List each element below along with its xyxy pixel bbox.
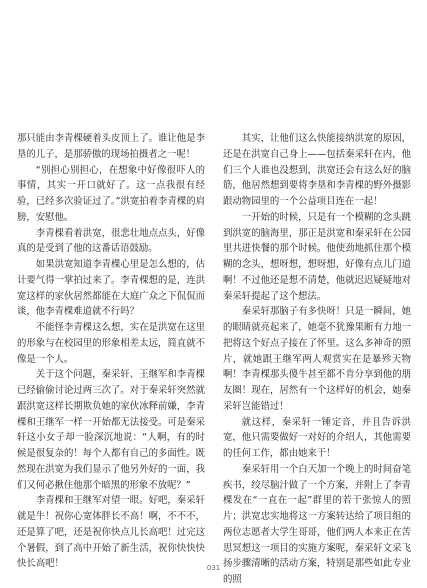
paragraph: 不能怪李青棵这么想，实在是洪宽在这里的形象与在校园里的形象相差太远，简直就不像是一个人。 (17, 322, 205, 365)
paragraph: 秦采轩用一个白天加一个晚上的时间奋笔疾书，绞尽脑汁做了一个方案，并附上了李青棵发在“一直在一起”群里的若干张惊人的照片；洪宽忠实地将这一方案转达给了项目组的两位志愿者大学生哥哥，他们两人本来正在苦思冥想这一项目的实施方案呢，秦采轩文采飞扬步骤清晰的活动方案，特别是那些如此专业的照 (223, 463, 411, 585)
right-column (223, 131, 411, 588)
page-number: 031 (206, 564, 221, 572)
paragraph: 一开始的时候，只是有一个模糊的念头跳到洪宽的脑海里，那正是洪宽和秦采轩在公园里共进快餐的那个时候。他使劲地抓住那个模糊的念头，想呀想，想呀想，好像有点儿门道啊！不过他还是想不清楚，他就迟迟疑疑地对秦采轩提起了这个想法。 (223, 211, 411, 302)
paragraph: 就这样，秦采轩一锤定音，并且告诉洪宽，他只需要做好一对好的介绍人，其他需要的任何工作，都由她来干！ (223, 416, 411, 459)
paragraph: 秦采轩那脑子有多快呀！只是一瞬间，她的眼睛就亮起来了，她毫不犹豫果断有力地一把将这个好点子接在了怀里。这么多神奇的照片，就她跟王继军两人观赏实在是暴殄天物啊！李青棵那头傻牛甚至都不肯分享到他的朋友圈！现在，居然有一个这样好的机会，她秦采轩岂能错过！ (223, 306, 411, 412)
paragraph: 李青棵看着洪宽，很悲壮地点点头，好像真的是受到了他的这番话语鼓励。 (17, 227, 205, 255)
paragraph: 关于这个问题，秦采轩、王继军和李青棵已经偷偷讨论过两三次了。对于秦采轩突然就跟洪宽这样长期欺负她的家伙冰释前嫌，李青棵和王继军一样一开始都无法接受。可是秦采轩这小女子却一脸深沉地说：“人啊，有的时候是很复杂的！每个人都有自己的多面性。既然现在洪宽为我们显示了他另外好的一面，我们又何必揪住他那个暗黑的形象不放呢？” (17, 369, 205, 491)
paragraph: 其实，让他们这么快能接纳洪宽的原因，还是在洪宽自己身上——包括秦采轩在内，他们三个人谁也没想到，洪宽还会有这么好的脑筋，他居然想到要将李垦和李青棵的野外摄影跟动物园里的一个公益项目连在一起！ (223, 133, 411, 207)
left-column (17, 131, 205, 572)
paragraph: 李青棵和王继军对望一眼。好吧，秦采轩就是牛！祝你心宽体胖长不高！啊，不不不，还是算了吧，还是祝你快点儿长高吧！过完这个暑假，到了高中开始了新生活，祝你快快快快长高吧！ (17, 495, 205, 570)
paragraph: 那只能由李青棵硬着头皮顶上了。谁让他是李垦的儿子，是那骄傲的现场拍摄者之一呢！ (17, 133, 205, 160)
paragraph: 如果洪宽知道李青棵心里是怎么想的，估计要气得一掌拍过来了。李青棵想的是，连洪宽这样的家伙居然都能在大庭广众之下侃侃而谈，他李青棵难道就不行吗？ (17, 259, 205, 318)
paragraph: “别担心别担心，在想象中好像很吓人的事情，其实一开口就好了。这一点我很有经验，已经多次验证过了。”洪宽拍着李青棵的肩膀，安慰他。 (17, 164, 205, 223)
